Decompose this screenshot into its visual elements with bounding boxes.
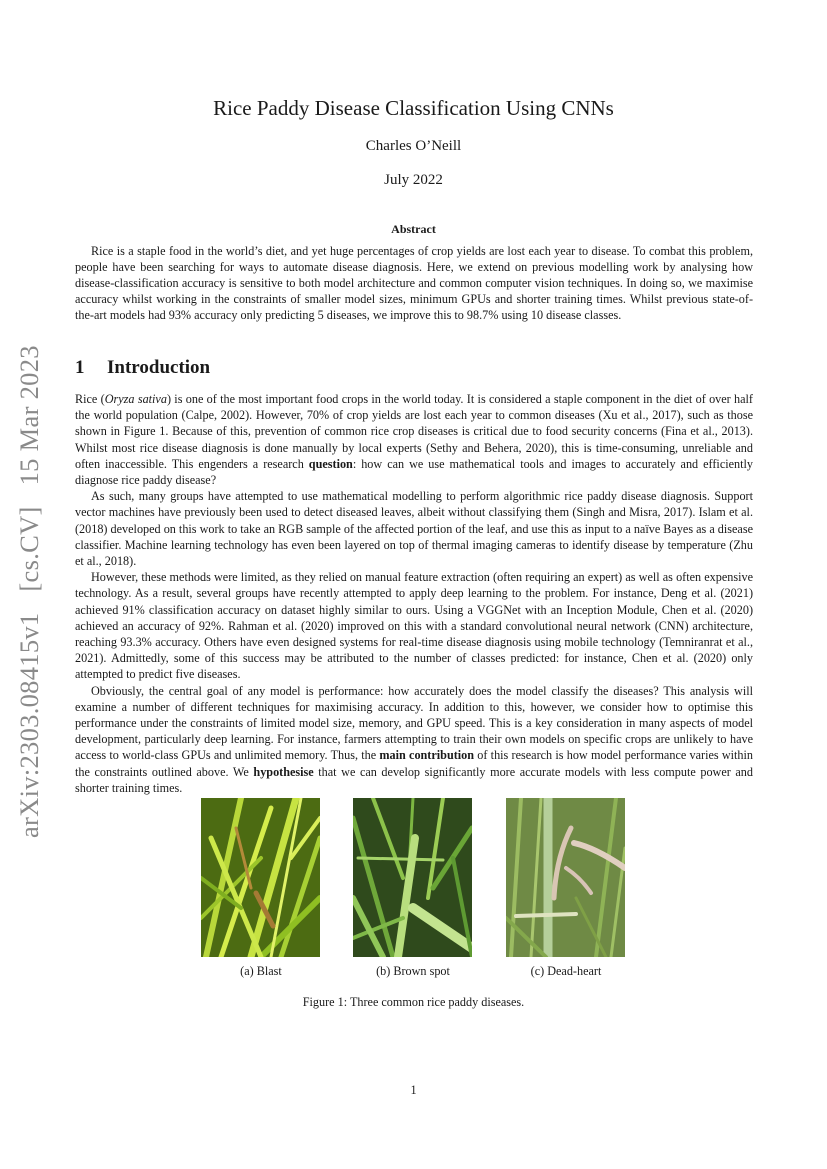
paragraph-1 [75, 391, 753, 488]
abstract-heading: Abstract [391, 222, 436, 236]
subfigure-caption-b: (b) Brown spot [376, 964, 450, 978]
emphasis-question: question [308, 456, 353, 471]
text-run: : how can we use mathematical tools and images to accurately and efficiently diagnose rice paddy disease? [75, 456, 753, 488]
subfigure-caption-a: (a) Blast [240, 964, 282, 978]
paper-author: Charles O’Neill [365, 138, 462, 154]
text-run: ) is one of the most important food crops in the world today. It is considered a staple component in the diet of over half the world population (Calpe, 2002). However, 70% of crop yields are lost each year to common diseases (Xu et al., 2017), such as those shown in Figure 1. Because of this, prevention of common rice crop diseases is critical due to food security concerns (Fina et al., 2013). Whilst most rice disease diagnosis is done manually by local experts (Sethy and Behera, 2020), this is time-consuming, unreliable and often inaccessible. This engenders a research [75, 392, 753, 471]
section-title: Introduction [107, 357, 211, 378]
abstract-text: Rice is a staple food in the world’s diet, and yet huge percentages of crop yields are lost each year to disease. To combat this problem, people have been searching for ways to automate disease diagnosis. Here, we extend on previous modelling work by analysing how disease-classification accuracy is sensitive to both model architecture and common computer vision techniques. In doing so, we maximise accuracy whilst working in the constraints of smaller model sizes, minimum GPUs and shorter training times. Whilst previous state-of-the-art models had 93% accuracy only predicting 5 diseases, we improve this to 98.7% using 10 disease classes. [75, 244, 753, 322]
arxiv-date: 15 Mar 2023 [14, 345, 44, 486]
section-number: 1 [75, 357, 85, 378]
subfigure-caption-c: (c) Dead-heart [530, 964, 602, 978]
text-run: of this research is how model performance varies within the constraints outlined above. We [75, 748, 753, 779]
species-name: Oryza sativa [104, 392, 167, 406]
figure-caption: Figure 1: Three common rice paddy diseases. [302, 995, 525, 1009]
text-run: Obviously, the central goal of any model is performance: how accurately does the model classify the diseases? This analysis will examine a number of different techniques for maximising accuracy. In addition to this, however, we consider how to optimise this performance under the constraints of limited model size, memory, and GPU speed. This is a key consideration in many aspects of model development, particularly deep learning. For instance, farmers attempting to train their own models on specific crops are unlikely to have access to world-class GPUs and unlimited memory. Thus, the [75, 683, 753, 763]
rice-dead-heart-photo-icon [506, 798, 625, 957]
rice-blast-photo-icon [201, 798, 320, 957]
paragraph-3: However, these methods were limited, as they relied on manual feature extraction (often requiring an expert) as well as often expensive technology. As a result, several groups have recently attempted to apply deep learning to the problem. For instance, Deng et al. (2021) achieved 91% classification accuracy on dataset highly similar to ours. Using a VGGNet with an Inception Module, Chen et al. (2020) achieved an accuracy of 92%. Rahman et al. (2020) improved on this with a standard convolutional neural network (CNN) architecture, reaching 93.3% accuracy. Others have even designed systems for real-time disease diagnosis using mobile technology (Temniranrat et al., 2021). Admittedly, some of this success may be attributed to the number of classes predicted: for instance, Chen et al. (2020) only attempted to predict five diseases. [75, 570, 753, 682]
text-run: Rice ( [75, 392, 105, 406]
arxiv-identifier-stamp [14, 318, 45, 838]
paragraph-2: As such, many groups have attempted to use mathematical modelling to perform algorithmic rice paddy disease diagnosis. Support vector machines have previously been used to detect diseased leaves, albeit without classifying them (Singh and Misra, 2017). Islam et al. (2018) developed on this work to take an RGB sample of the affected portion of the leaf, and use this as input to a naïve Bayes as a disease classifier. Machine learning technology has even been layered on top of thermal imaging cameras to identify disease by temperature (Zhu et al., 2018). [75, 489, 753, 569]
section-heading-introduction [75, 357, 210, 379]
emphasis-main-contribution: main contribution [379, 748, 475, 763]
arxiv-id: arXiv:2303.08415v1 [14, 612, 44, 838]
arxiv-category: [cs.CV] [14, 506, 44, 592]
rice-brown-spot-photo-icon [353, 798, 472, 957]
introduction-body [75, 391, 753, 796]
emphasis-hypothesise: hypothesise [253, 764, 314, 779]
paragraph-4 [75, 683, 753, 796]
text-run: that we can develop significantly more accurate models with less compute power and shorter training times. [75, 764, 753, 795]
paper-date: July 2022 [384, 172, 443, 188]
paper-title: Rice Paddy Disease Classification Using CNNs [213, 96, 614, 120]
page-number: 1 [410, 1083, 417, 1097]
